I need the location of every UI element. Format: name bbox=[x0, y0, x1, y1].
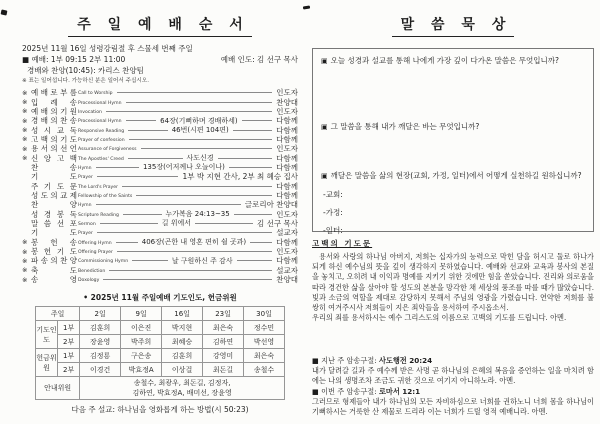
duty-name-cell: 박주희 bbox=[121, 335, 162, 349]
duty-group-cell: 기도인도 bbox=[36, 321, 58, 349]
leader-line bbox=[128, 158, 183, 159]
order-item-person: 인도자 bbox=[276, 106, 298, 116]
order-item-char: 원 bbox=[69, 106, 77, 116]
standing-marker: ※ bbox=[22, 256, 28, 265]
square-bullet-icon: ▣ bbox=[321, 172, 328, 180]
leader-line bbox=[116, 242, 138, 243]
order-item-char: 봉 bbox=[31, 247, 39, 257]
order-item-name bbox=[31, 274, 77, 285]
standing-marker: ※ bbox=[22, 88, 28, 97]
order-item-char: 기 bbox=[31, 172, 39, 182]
order-item-char: 주 bbox=[31, 181, 39, 191]
order-item-char: 영 bbox=[69, 275, 77, 285]
order-item-detail: 406장(곤한 내 영혼 편히 쉴 곳과) bbox=[141, 238, 247, 247]
meditation-title: 말 씀 묵 상 bbox=[392, 14, 515, 37]
memory-verse-reference: 로마서 12:1 bbox=[378, 387, 421, 397]
order-item-person: 설교자 bbox=[276, 228, 298, 238]
duty-header-cell: 30일 bbox=[244, 307, 285, 321]
order-item-char: 도 bbox=[69, 247, 77, 257]
next-week-sermon: 다음 주 설교: 하나님을 영화롭게 하는 방법(시 50:23) bbox=[71, 405, 249, 415]
leader-line bbox=[250, 242, 272, 243]
order-item-char: 고 bbox=[56, 153, 65, 163]
meditation-question bbox=[321, 121, 585, 133]
memory-verse-heading bbox=[312, 387, 594, 397]
order-item-english: Prayer bbox=[78, 175, 93, 181]
memory-verse bbox=[312, 387, 594, 417]
order-item-char: 도 bbox=[69, 172, 77, 182]
order-item-person: 다함께 bbox=[276, 134, 298, 144]
order-item-char: 언 bbox=[69, 144, 77, 154]
order-item-person: 인도자 bbox=[276, 209, 298, 219]
order-item-char: 의 bbox=[50, 134, 58, 144]
duty-part-cell: 2부 bbox=[58, 363, 80, 377]
square-bullet-icon: ▣ bbox=[321, 123, 328, 131]
order-item-char: 송 bbox=[69, 97, 77, 107]
memory-verse-label: ■ 지난 주 암송구절: bbox=[312, 356, 379, 366]
standing-note: ※ 표는 일어섭니다. 가능하신 분은 일어서 주십시오. bbox=[22, 78, 149, 84]
order-item-char: 파 bbox=[31, 256, 39, 266]
order-item-char: 기 bbox=[56, 247, 65, 257]
memory-verse-text: 그러므로 형제들아 내가 하나님의 모든 자비하심으로 너희를 권하노니 너희 몸을 하나님이 기뻐하시는 거룩한 산 제물로 드리라 이는 너희가 드릴 영적 예배니라. 아멘. bbox=[312, 397, 594, 417]
duty-name-cell: 김훈희 bbox=[162, 349, 203, 363]
order-item-char: 송 bbox=[69, 116, 77, 126]
order-item-char: 도 bbox=[40, 190, 48, 200]
order-item-char: 로 bbox=[50, 88, 58, 98]
memory-verse-reference: 사도행전 20:24 bbox=[378, 356, 433, 366]
standing-marker: ※ bbox=[22, 144, 28, 153]
standing-marker: ※ bbox=[22, 135, 28, 144]
order-item-english: The Lord's Prayer bbox=[78, 184, 118, 190]
order-item-char: 헌 bbox=[43, 247, 52, 257]
order-item-person: 다함께 bbox=[276, 190, 298, 200]
order-item-char: 성 bbox=[31, 190, 39, 200]
worship-order-title: 주 일 예 배 순 서 bbox=[68, 14, 252, 37]
meditation-column bbox=[312, 14, 594, 418]
order-row bbox=[22, 275, 298, 284]
order-item-char: 도 bbox=[69, 265, 77, 275]
memory-verse-label: ■ 이번 주 암송구절: bbox=[312, 387, 379, 397]
order-item-person: 인도자 bbox=[276, 247, 298, 257]
order-item-char: 봉 bbox=[31, 237, 39, 247]
meditation-question-text: 오늘 성경과 설교를 통해 나에게 가장 깊이 다가온 말씀은 무엇입니까? bbox=[330, 56, 559, 65]
usher-row bbox=[36, 377, 285, 400]
order-item-char: 의 bbox=[50, 190, 58, 200]
order-item-char: 경 bbox=[31, 116, 39, 126]
duty-name-cell: 박효정A bbox=[121, 363, 162, 377]
confession-body: 용서와 사랑의 하나님 아버지, 저희는 십자가의 능력으로 막힌 담을 허시고 둘로 하나가 되게 하신 예수님의 뜻을 깊이 생각하지 못하였습니다. 예배와 선교와 교육과 봉사의 본질을 놓치고, 오히려 내 이익과 명예를 지키기 위한 것에만 힘을 쏟았습니다. 진리와 의로움을 따라 경건한 삶을 살아야 할 성도의 본분을 망각한 채 세상의 풍조를 따를 때가 많았습니다. 빛과 소금의 역할을 제대로 감당하지 못해서 주님의 영광을 가렸습니다. 연약한 저희를 불쌍히 여겨주시사 저희들이 지은 죄악들을 용서하여 주시옵소서. bbox=[312, 252, 594, 313]
order-item-char: 도 bbox=[69, 134, 77, 144]
duty-part-cell: 1부 bbox=[58, 321, 80, 335]
order-item-char: 포 bbox=[69, 218, 77, 228]
order-item-char: 문 bbox=[69, 181, 77, 191]
order-item-person: 설교자 bbox=[276, 265, 298, 275]
order-item-char: 도 bbox=[56, 181, 65, 191]
duty-header-cell: 23일 bbox=[203, 307, 244, 321]
order-item-char: 기 bbox=[43, 181, 52, 191]
order-item-char: 배 bbox=[40, 106, 48, 116]
order-item-char: 예 bbox=[31, 88, 39, 98]
order-item-char: 앙 bbox=[43, 153, 52, 163]
meditation-answer-slot: -교회: bbox=[323, 190, 343, 199]
leader-line bbox=[97, 232, 272, 233]
duty-name-cell: 송철수 bbox=[244, 363, 285, 377]
order-item-detail: 46번(시편 104편) bbox=[171, 126, 229, 135]
usher-names-line: 송철수, 최광우, 최돈길, 김정자, bbox=[133, 379, 231, 388]
order-item-person: 찬양대 bbox=[276, 275, 298, 285]
scan-artifact bbox=[303, 6, 310, 10]
order-item-char: 선 bbox=[56, 218, 65, 228]
order-item-english: Commissioning Hymn bbox=[78, 259, 129, 265]
leader-line bbox=[97, 176, 179, 177]
duty-row bbox=[36, 349, 285, 363]
order-item-person: 1부 박 지현 간사, 2부 최 혜승 집사 bbox=[182, 172, 298, 182]
leader-line bbox=[136, 195, 272, 196]
scan-artifact bbox=[1, 9, 8, 15]
order-item-char: 찬 bbox=[31, 200, 39, 210]
order-item-char: 용 bbox=[31, 144, 39, 154]
order-item-detail: 날 구원하신 주 감사 bbox=[171, 256, 233, 265]
memory-verse-text: 내가 달려갈 길과 주 예수께 받은 사명 곧 하나님의 은혜의 복음을 증언하는 일을 마치려 함에는 나의 생명조차 조금도 귀한 것으로 여기지 아니하노라. 아멘. bbox=[312, 366, 594, 386]
duty-name-cell: 김하연 bbox=[203, 335, 244, 349]
leader-line bbox=[132, 260, 168, 261]
order-item-english: Processional Hymn bbox=[78, 100, 122, 106]
order-item-char: 부 bbox=[60, 88, 68, 98]
duty-header-cell: 16일 bbox=[162, 307, 203, 321]
order-item-char: 양 bbox=[69, 200, 77, 210]
order-item-char: 성 bbox=[31, 209, 39, 219]
order-item-person: 김 선구 목사 bbox=[257, 218, 298, 228]
order-item-person: 다함께 bbox=[276, 237, 298, 247]
order-item-char: 송 bbox=[40, 256, 48, 266]
order-item-char: 기 bbox=[60, 106, 68, 116]
order-item-english: Fellowship of the Saints bbox=[78, 193, 133, 199]
leader-line bbox=[96, 204, 241, 205]
praise-team-line: 경배와 찬양(10:45): 카리스 찬양팀 bbox=[27, 66, 144, 75]
order-item-char: 말 bbox=[31, 218, 39, 228]
order-item-char: 양 bbox=[69, 256, 77, 266]
leader-line bbox=[100, 223, 158, 224]
order-item-char: 씀 bbox=[43, 218, 52, 228]
leader-line bbox=[128, 130, 168, 131]
leader-line bbox=[195, 223, 253, 224]
order-item-char: 송 bbox=[31, 275, 39, 285]
order-item-person: 인도자 bbox=[276, 144, 298, 154]
order-item-char: 입 bbox=[31, 97, 39, 107]
standing-marker: ※ bbox=[22, 275, 28, 284]
leader-line bbox=[109, 270, 272, 271]
order-item-english: Call to Worship bbox=[78, 91, 113, 97]
order-item-person: 글로리아 찬양대 bbox=[244, 200, 298, 210]
order-item-char: 서 bbox=[40, 144, 48, 154]
order-item-english: Responsive Reading bbox=[78, 128, 125, 134]
order-item-char: 례 bbox=[50, 97, 58, 107]
order-item-char: 의 bbox=[50, 116, 58, 126]
order-item-english: Benediction bbox=[78, 268, 106, 274]
standing-marker: ※ bbox=[22, 154, 28, 163]
duty-name-cell: 최돈길 bbox=[203, 363, 244, 377]
order-item-char: 찬 bbox=[31, 162, 39, 172]
order-item-detail: 누가복음 24:13~35 bbox=[165, 210, 230, 219]
order-item-person: 다함께 bbox=[276, 181, 298, 191]
duty-group-cell: 헌금위원 bbox=[36, 349, 58, 377]
order-item-char: 성 bbox=[31, 125, 39, 135]
order-item-char: 배 bbox=[40, 116, 48, 126]
meditation-box bbox=[312, 48, 594, 235]
order-item-english: Doxology bbox=[78, 278, 100, 284]
order-item-english: Prayer bbox=[78, 231, 93, 237]
order-item-person: 인도자 bbox=[276, 88, 298, 98]
order-item-char: 배 bbox=[40, 88, 48, 98]
duty-name-cell: 강영미 bbox=[203, 349, 244, 363]
leader-line bbox=[218, 158, 273, 159]
leader-line bbox=[117, 92, 273, 93]
standing-marker: ※ bbox=[22, 107, 28, 116]
duty-name-cell: 구은송 bbox=[121, 349, 162, 363]
order-item-char: 도 bbox=[69, 228, 77, 238]
order-item-char: 찬 bbox=[60, 256, 68, 266]
duty-name-cell: 최은숙 bbox=[203, 321, 244, 335]
order-item-char: 의 bbox=[50, 256, 58, 266]
leader-line bbox=[229, 167, 272, 168]
order-item-char: 선 bbox=[60, 144, 68, 154]
order-of-worship bbox=[22, 88, 298, 284]
order-item-char: 봉 bbox=[56, 209, 65, 219]
order-item-char: 시 bbox=[43, 125, 52, 135]
duty-name-cell: 김정룡 bbox=[80, 349, 121, 363]
order-item-person: 다함께 bbox=[276, 153, 299, 163]
order-item-english: Assurance of Forgiveness bbox=[78, 147, 137, 153]
usher-names-line: 김하연, 박효정A, 배미선, 장윤영 bbox=[132, 389, 232, 398]
duty-name-cell: 이경건 bbox=[80, 363, 121, 377]
order-item-detail: 사도신경 bbox=[186, 154, 214, 163]
duty-header-row bbox=[36, 307, 285, 321]
meditation-question-text: 깨달은 말씀을 삶의 현장(교회, 가정, 일터)에서 어떻게 실천하길 원하십니까? bbox=[330, 171, 582, 180]
order-item-person: 다함께 bbox=[276, 125, 298, 135]
service-times: ■ 예배: 1부 09:15 2부 11:00 bbox=[22, 55, 126, 64]
order-item-char: 신 bbox=[31, 153, 39, 163]
leader-line bbox=[123, 214, 162, 215]
leader-line bbox=[117, 251, 272, 252]
order-item-char: 찬 bbox=[60, 116, 68, 126]
order-item-english: Scripture Reading bbox=[78, 212, 119, 218]
order-item-char: 고 bbox=[31, 134, 39, 144]
duty-row bbox=[36, 335, 285, 349]
order-item-char: 기 bbox=[31, 228, 39, 238]
duty-part-cell: 1부 bbox=[58, 349, 80, 363]
duty-name-cell: 박지현 bbox=[162, 321, 203, 335]
duty-name-cell: 장윤영 bbox=[80, 335, 121, 349]
standing-marker: ※ bbox=[22, 238, 28, 247]
order-item-char: 독 bbox=[69, 209, 77, 219]
duty-header-cell: 2일 bbox=[80, 307, 121, 321]
service-leader: 예배 인도: 김 선구 목사 bbox=[220, 55, 298, 64]
order-item-person: 다함께 bbox=[276, 162, 298, 172]
standing-marker: ※ bbox=[22, 98, 28, 107]
usher-names-cell bbox=[80, 377, 285, 400]
duty-name-cell: 김훈희 bbox=[80, 321, 121, 335]
leader-line bbox=[103, 279, 272, 280]
leader-line bbox=[129, 139, 273, 140]
confession-heading: 고백의 기도문 bbox=[312, 239, 373, 248]
order-item-char: 제 bbox=[69, 190, 77, 200]
order-item-char: 송 bbox=[69, 162, 77, 172]
order-item-char: 독 bbox=[69, 125, 77, 135]
order-item-english: Sermon bbox=[78, 221, 96, 227]
memory-verse-heading bbox=[312, 356, 594, 366]
leader-line bbox=[106, 111, 272, 112]
order-item-char: 헌 bbox=[50, 237, 58, 247]
worship-order-column bbox=[22, 14, 298, 415]
order-item-english: Hymn bbox=[78, 165, 92, 171]
duty-row bbox=[36, 363, 285, 377]
duty-header-cell: 주일 bbox=[36, 307, 80, 321]
order-item-char: 예 bbox=[31, 106, 39, 116]
order-item-english: Hymn bbox=[78, 203, 92, 209]
standing-marker: ※ bbox=[22, 116, 28, 125]
order-item-person: 다함께 bbox=[276, 116, 298, 126]
confession-closing: 우리의 죄를 용서하시는 예수 그리스도의 이름으로 고백의 기도를 드립니다. 아멘. bbox=[312, 313, 567, 323]
meditation-answer-slot: -일터: bbox=[323, 226, 343, 235]
meditation-question bbox=[321, 55, 585, 67]
order-item-char: 교 bbox=[60, 190, 68, 200]
leader-line bbox=[122, 186, 272, 187]
meditation-title-wrap bbox=[312, 14, 594, 36]
order-item-char: 축 bbox=[31, 265, 39, 275]
standing-marker: ※ bbox=[22, 266, 28, 275]
service-time-row bbox=[22, 54, 298, 65]
order-item-char: 름 bbox=[69, 88, 77, 98]
duty-table bbox=[35, 306, 285, 400]
duty-name-cell: 최은숙 bbox=[244, 349, 285, 363]
usher-label-cell: 안내위원 bbox=[36, 377, 80, 400]
order-item-char: 교 bbox=[56, 125, 65, 135]
duty-name-cell: 정수민 bbox=[244, 321, 285, 335]
memory-verses bbox=[312, 356, 594, 417]
leader-line bbox=[126, 102, 273, 103]
meditation-question bbox=[321, 170, 585, 182]
leader-line bbox=[141, 148, 273, 149]
duty-table-body bbox=[36, 307, 285, 400]
order-item-english: Offering Hymn bbox=[78, 240, 112, 246]
standing-marker: ※ bbox=[22, 247, 28, 256]
order-item-english: Offering Prayer bbox=[78, 250, 113, 256]
meditation-answer-slot: -가정: bbox=[323, 208, 343, 217]
order-item-char: 의 bbox=[50, 144, 58, 154]
order-item-char: 백 bbox=[69, 153, 77, 163]
worship-order-title-wrap bbox=[22, 14, 298, 36]
duty-name-cell: 최혜승 bbox=[162, 335, 203, 349]
leader-line bbox=[126, 120, 157, 121]
order-item-char: 백 bbox=[40, 134, 48, 144]
duty-row bbox=[36, 321, 285, 335]
order-item-english: The Apostles' Creed bbox=[78, 156, 124, 162]
duty-part-cell: 2부 bbox=[58, 335, 80, 349]
duty-name-cell: 이상걸 bbox=[162, 363, 203, 377]
leader-line bbox=[237, 260, 273, 261]
order-item-char: 의 bbox=[50, 106, 58, 116]
leader-line bbox=[242, 120, 273, 121]
meditation-question-text: 그 말씀을 통해 내가 깨달은 바는 무엇입니까? bbox=[330, 122, 480, 131]
order-item-english: Processional Hymn bbox=[78, 119, 122, 125]
order-item-person: 다함께 bbox=[276, 256, 298, 266]
service-date: 2025년 11월 16일 성령강림절 후 스물세 번째 주일 bbox=[22, 44, 193, 53]
square-bullet-icon: ▣ bbox=[321, 57, 328, 65]
order-item-detail: 135장(어저께나 오늘이나) bbox=[142, 163, 225, 172]
order-item-person: 찬양대 bbox=[276, 97, 298, 107]
order-item-char: 경 bbox=[43, 209, 52, 219]
order-item-english: Prayer of confession bbox=[78, 137, 125, 143]
order-item-char: 송 bbox=[69, 237, 77, 247]
order-item-detail: 64장(기뻐하며 경배하세) bbox=[160, 116, 238, 125]
order-item-detail: 길 위에서 bbox=[161, 219, 192, 228]
duty-name-cell: 이은진 bbox=[121, 321, 162, 335]
duty-table-title: • 2025년 11월 주일예배 기도인도, 헌금위원 bbox=[83, 293, 237, 303]
duty-header-cell: 9일 bbox=[121, 307, 162, 321]
standing-marker: ※ bbox=[22, 126, 28, 135]
order-item-english: Invocation bbox=[78, 109, 102, 115]
duty-name-cell: 박선영 bbox=[244, 335, 285, 349]
memory-verse bbox=[312, 356, 594, 386]
leader-line bbox=[234, 214, 273, 215]
leader-line bbox=[233, 130, 273, 131]
leader-line bbox=[96, 167, 139, 168]
order-item-char: 기 bbox=[60, 134, 68, 144]
